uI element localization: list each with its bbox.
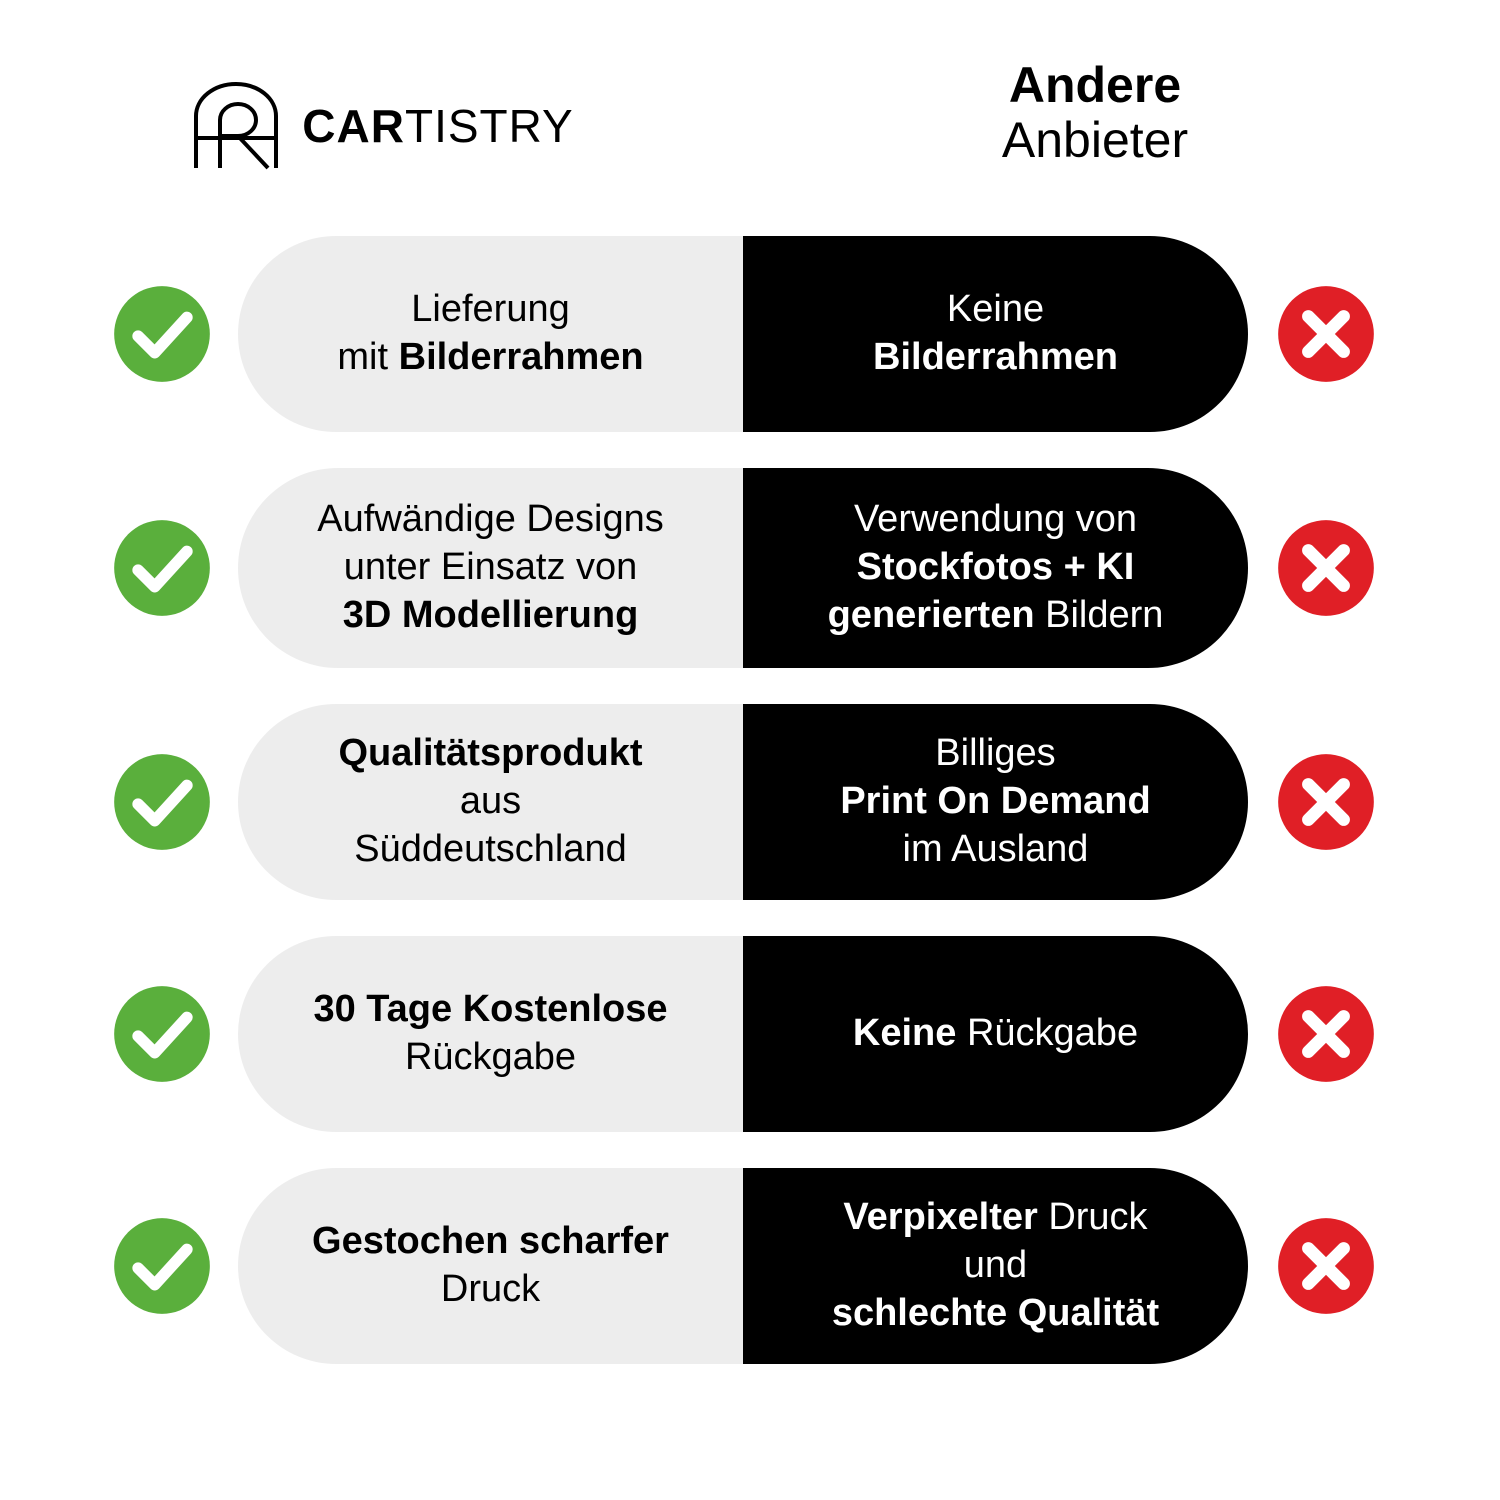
other-cell xyxy=(743,236,1248,432)
cartistry-cell-text: 30 Tage Kostenlose Rückgabe xyxy=(313,988,668,1078)
other-cell-text: Verwendung von Stockfotos + KI generierten Bildern xyxy=(827,498,1164,636)
brand-word-bold: CAR xyxy=(302,100,405,152)
other-cell xyxy=(743,936,1248,1132)
other-cell-text: Billiges Print On Demand im Ausland xyxy=(840,732,1151,870)
brand-wordmark xyxy=(302,99,573,153)
red-cross-circle-icon xyxy=(1270,512,1382,624)
comparison-row xyxy=(0,468,1500,668)
brand-word-light: TISTRY xyxy=(404,100,574,152)
other-provider-line1: Andere xyxy=(1008,57,1182,113)
row-pill xyxy=(238,468,1248,668)
other-cell xyxy=(743,704,1248,900)
cartistry-cell-text: Aufwändige Designs unter Einsatz von 3D Modellierung xyxy=(317,498,664,636)
green-check-circle-icon xyxy=(106,512,218,624)
green-check-circle-icon xyxy=(106,1210,218,1322)
red-cross-circle-icon xyxy=(1270,278,1382,390)
green-check-circle-icon xyxy=(106,978,218,1090)
green-check-circle-icon xyxy=(106,278,218,390)
row-pill xyxy=(238,936,1248,1132)
other-provider-line2: Anbieter xyxy=(1001,112,1189,168)
red-cross-circle-icon xyxy=(1270,746,1382,858)
comparison-row xyxy=(0,236,1500,432)
brand-column xyxy=(0,58,750,176)
other-cell-text: Keine Bilderrahmen xyxy=(873,288,1118,378)
red-cross-circle-icon xyxy=(1270,1210,1382,1322)
other-cell xyxy=(743,1168,1248,1364)
comparison-row xyxy=(0,936,1500,1132)
cartistry-cell-text: Lieferung mit Bilderrahmen xyxy=(337,288,644,378)
row-pill xyxy=(238,704,1248,900)
cartistry-cell-text: Gestochen scharfer Druck xyxy=(312,1220,669,1310)
red-cross-circle-icon xyxy=(1270,978,1382,1090)
cartistry-cell xyxy=(238,1168,743,1364)
green-check-circle-icon xyxy=(106,746,218,858)
other-cell-text: Keine Rückgabe xyxy=(852,1012,1139,1055)
cartistry-cell xyxy=(238,704,743,900)
cartistry-cell-text: Qualitätsprodukt aus Süddeutschland xyxy=(338,732,643,870)
other-provider-heading xyxy=(750,58,1500,168)
cartistry-cell xyxy=(238,936,743,1132)
row-pill xyxy=(238,236,1248,432)
other-cell xyxy=(743,468,1248,668)
comparison-row xyxy=(0,1168,1500,1364)
comparison-row xyxy=(0,704,1500,900)
cartistry-cell xyxy=(238,468,743,668)
comparison-rows xyxy=(0,236,1500,1400)
cartistry-monogram-icon xyxy=(176,76,296,176)
row-pill xyxy=(238,1168,1248,1364)
header xyxy=(0,58,1500,198)
other-cell-text: Verpixelter Druck und schlechte Qualität xyxy=(831,1196,1160,1334)
cartistry-cell xyxy=(238,236,743,432)
